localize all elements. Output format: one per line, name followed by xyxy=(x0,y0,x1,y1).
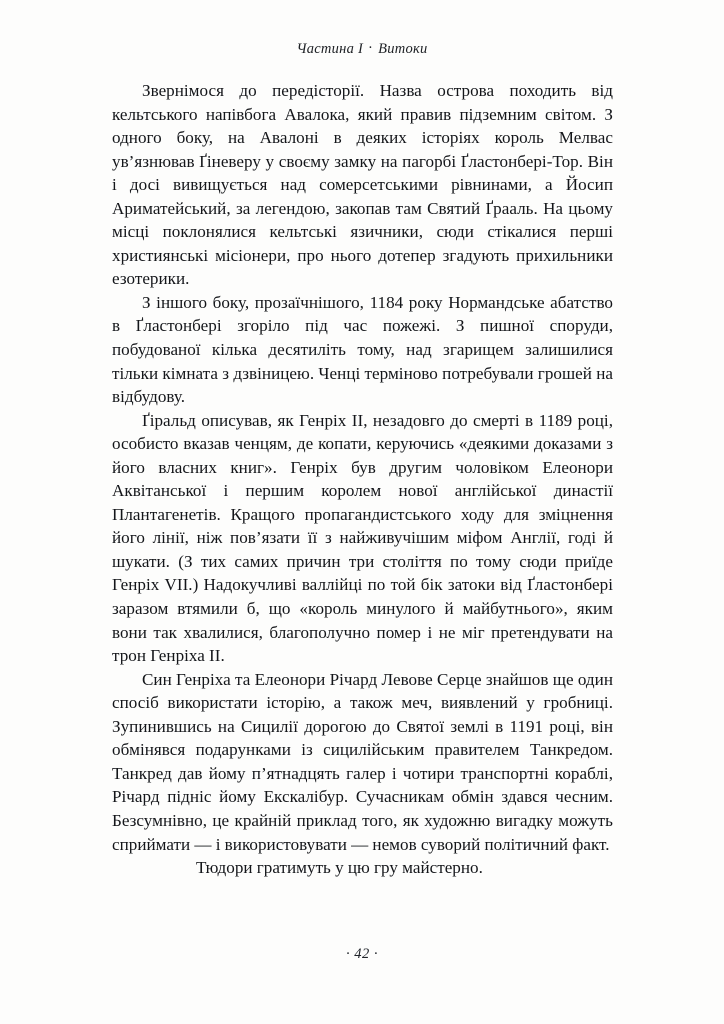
running-head-chapter-title: Витоки xyxy=(378,41,428,57)
running-head-part: Частина I xyxy=(296,41,364,57)
paragraph-closing: Тюдори гратимуть у цю гру майстерно. xyxy=(196,858,483,878)
paragraph: Звернімося до передісторії. Назва острова походить від кельтського напівбога Авалока, який правив підземним світом. З одного боку, на Авалоні в деяких історіях король Мелвас ув’язнював Ґіневеру у своєму замку на пагорбі Ґластонбері-Тор. Він і досі вивищується над сомерсетськими рівнинами, а Йосип Ариматейський, за легендою, закопав там Святий Ґрааль. На цьому місці поклонялися кельтські язичники, сюди стікалися перші християнські місіонери, про нього дотепер згадують прихильники езотерики. xyxy=(112,81,613,289)
paragraph: З іншого боку, прозаїчнішого, 1184 року Нормандське абатство в Ґластонбері згоріло під час пожежі. З пишної споруди, побудованої кілька десятиліть тому, над згарищем залишилися тільки кімната з дзвіницею. Ченці терміново потребували грошей на відбудову. xyxy=(112,292,613,407)
paragraph: Ґіральд описував, як Генріх II, незадовго до смерті в 1189 році, особисто вказав ченцям, де копати, керуючись «деякими доказами з його власних книг». Генріх був другим чоловіком Елеонори Аквітанської і першим королем нової англійської династії Плантагенетів. Кращого пропагандистського ходу для зміцнення його лінії, ніж пов’язати її з найживучішим міфом Англії, годі й шукати. (З тих самих причин три століття по тому сюди приїде Генріх VII.) Надокучливі валлійці по той бік затоки від Ґластонбері заразом втямили б, що «король минулого й майбутнього», яким вони так хвалилися, благополучно помер і не міг претендувати на трон Генріха II. xyxy=(112,410,613,666)
page-number: · 42 · xyxy=(346,946,378,962)
paragraph: Син Генріха та Елеонори Річард Левове Серце знайшов ще один спосіб використати історію, а також меч, виявлений у гробниці. Зупинившись на Сицилії дорогою до Святої землі в 1191 році, він обмінявся подарунками із сицилійським правителем Танкредом. Танкред дав йому п’ятнадцять галер і чотири транспортні кораблі, Річард підніс йому Екскалібур. Сучасникам обмін здався чесним. Безсумнівно, це крайній приклад того, як художню вигадку можуть сприймати — і використовувати — немов суворий політичний факт. xyxy=(112,669,613,854)
body-text-block xyxy=(112,79,613,880)
running-head-separator: · xyxy=(368,40,374,56)
running-head xyxy=(0,41,724,58)
